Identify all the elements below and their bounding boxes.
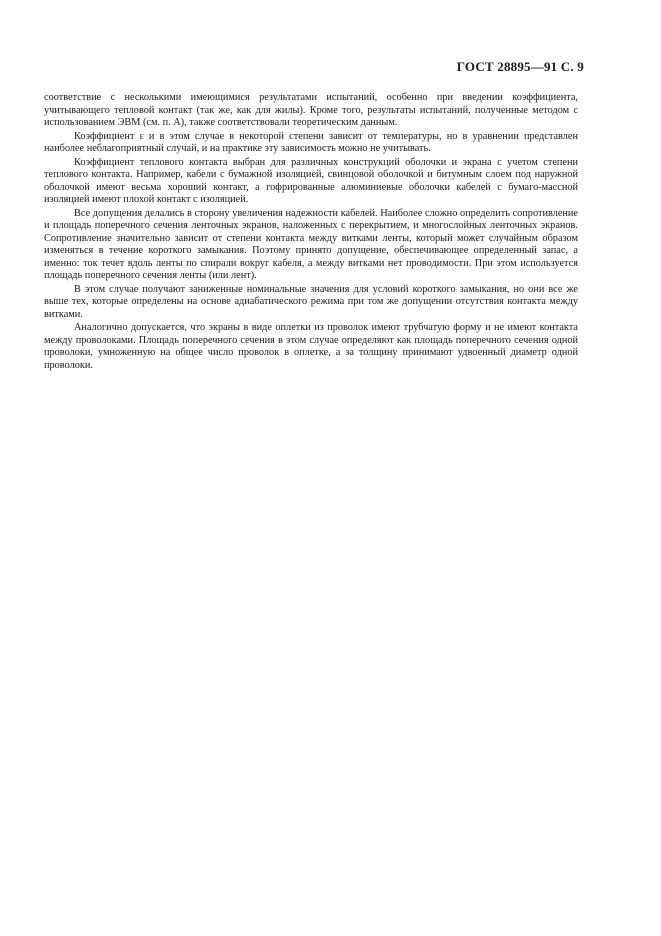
paragraph-6: Аналогично допускается, что экраны в виде оплетки из проволок имеют трубчатую форму и не имеют контакта между проволоками. Площадь поперечного сечения в этом случае определяют как площадь поперечного сечения одной проволоки, умноженную на общее число проволок в оплетке, а за толщину принимают удвоенный диаметр одной проволоки. bbox=[44, 322, 578, 371]
paragraph-5: В этом случае получают заниженные номинальные значения для условий короткого замыкания, но они все же выше тех, которые определены на основе адиабатического режима при том же допущении отсутствия контакта между витками. bbox=[44, 283, 578, 320]
page-header: ГОСТ 28895—91 С. 9 bbox=[456, 59, 584, 74]
body-text bbox=[44, 92, 578, 372]
paragraph-1: соответствие с несколькими имеющимися результатами испытаний, особенно при введении коэффициента, учитывающего тепловой контакт (так же, как для жилы). Кроме того, результаты испытаний, полученные методом с использованием ЭВМ (см. п. А), также соответствовали теоретическим данным. bbox=[44, 92, 578, 128]
paragraph-4: Все допущения делались в сторону увеличения надежности кабелей. Наиболее сложно определить сопротивление и площадь поперечного сечения ленточных экранов, наложенных с перекрытием, и многослойных ленточных экранов. Сопротивление значительно зависит от степени контакта между витками ленты, который может случайным образом изменяться в течение короткого замыкания. Поэтому принято допущение, обеспечивающее определенный запас, а именно: ток течет вдоль ленты по спирали вокруг кабеля, а между витками нет проводимости. При этом используется площадь поперечного сечения ленты (или лент). bbox=[44, 207, 578, 281]
paragraph-2: Коэффициент ε и в этом случае в некоторой степени зависит от температуры, но в уравнении представлен наиболее неблагоприятный случай, и на практике эту зависимость можно не учитывать. bbox=[44, 130, 578, 154]
paragraph-3: Коэффициент теплового контакта выбран для различных конструкций оболочки и экрана с учетом степени теплового контакта. Например, кабели с бумажной изоляцией, свинцовой оболочкой и битумным слоем под наружной оболочкой имеют весьма хороший контакт, а гофрированные алюминиевые оболочки кабелей с бумаго-массной изоляцией имеют плохой контакт с изоляцией. bbox=[44, 156, 578, 205]
